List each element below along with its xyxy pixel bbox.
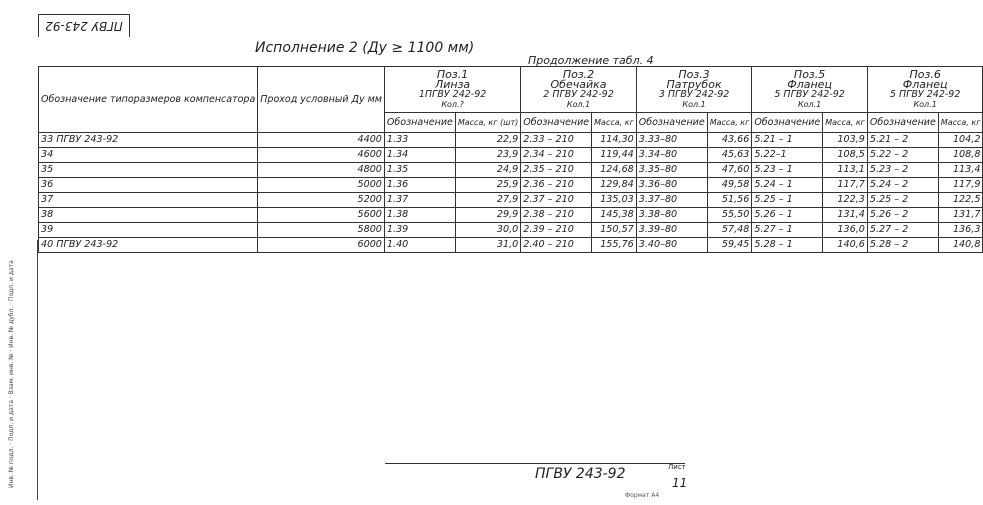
table-cell-p3: 3.39–80 — [636, 223, 707, 238]
subheader-oboz: Обозначение — [521, 113, 592, 133]
header-poz2: Поз.2 Обечайка 2 ПГВУ 242-92 Кол.1 — [521, 67, 637, 113]
table-cell-dn: 5800 — [258, 223, 385, 238]
table-cell-p5: 5.28 – 1 — [752, 238, 823, 253]
header-passage: Проход условный Ду мм — [258, 67, 385, 133]
table-cell-p5: 5.27 – 1 — [752, 223, 823, 238]
table-cell-p2: 2.40 – 210 — [521, 238, 592, 253]
table-cell-m1: 25,9 — [455, 178, 520, 193]
subheader-oboz: Обозначение — [752, 113, 823, 133]
table-cell-m6: 140,8 — [938, 238, 983, 253]
table-cell-d: 38 — [39, 208, 258, 223]
table-cell-dn: 5200 — [258, 193, 385, 208]
table-cell-m6: 117,9 — [938, 178, 983, 193]
table-row — [39, 178, 983, 193]
header-poz5: Поз.5 Фланец 5 ПГВУ 242-92 Кол.1 — [752, 67, 868, 113]
table-cell-m6: 104,2 — [938, 133, 983, 148]
table-row — [39, 208, 983, 223]
table-cell-d: 37 — [39, 193, 258, 208]
subheader-oboz: Обозначение — [636, 113, 707, 133]
table-cell-p6: 5.28 – 2 — [867, 238, 938, 253]
table-cell-p3: 3.34–80 — [636, 148, 707, 163]
table-cell-p3: 3.33–80 — [636, 133, 707, 148]
table-cell-m1: 27,9 — [455, 193, 520, 208]
table-cell-m2: 124,68 — [592, 163, 637, 178]
table-cell-m5: 108,5 — [823, 148, 868, 163]
table-cell-m6: 131,7 — [938, 208, 983, 223]
table-cell-m5: 122,3 — [823, 193, 868, 208]
format-label: Формат А4 — [625, 492, 660, 499]
subheader-mass: Масса, кг — [938, 113, 983, 133]
table-cell-p2: 2.38 – 210 — [521, 208, 592, 223]
header-poz3: Поз.3 Патрубок 3 ПГВУ 242-92 Кол.1 — [636, 67, 752, 113]
table-cell-dn: 6000 — [258, 238, 385, 253]
table-cell-m3: 59,45 — [707, 238, 752, 253]
table-cell-p5: 5.22–1 — [752, 148, 823, 163]
table-cell-m6: 122,5 — [938, 193, 983, 208]
table-row — [39, 238, 983, 253]
sheet-label: Лист — [668, 463, 686, 471]
table-cell-m2: 114,30 — [592, 133, 637, 148]
table-cell-m2: 150,57 — [592, 223, 637, 238]
table-cell-p6: 5.27 – 2 — [867, 223, 938, 238]
table-cell-m5: 117,7 — [823, 178, 868, 193]
table-cell-dn: 4600 — [258, 148, 385, 163]
table-cell-m2: 135,03 — [592, 193, 637, 208]
table-cell-p2: 2.34 – 210 — [521, 148, 592, 163]
table-cell-m3: 49,58 — [707, 178, 752, 193]
table-cell-m3: 51,56 — [707, 193, 752, 208]
table-cell-m2: 129,84 — [592, 178, 637, 193]
rotated-doc-code: ПГВУ 243-92 — [38, 14, 130, 37]
table-row — [39, 163, 983, 178]
table-cell-m3: 45,63 — [707, 148, 752, 163]
table-cell-dn: 5000 — [258, 178, 385, 193]
table-cell-d: 36 — [39, 178, 258, 193]
table-cell-m1: 31,0 — [455, 238, 520, 253]
table-cell-p1: 1.33 — [384, 133, 455, 148]
table-cell-m6: 108,8 — [938, 148, 983, 163]
table-cell-m3: 55,50 — [707, 208, 752, 223]
table-cell-p1: 1.38 — [384, 208, 455, 223]
table-cell-p5: 5.25 – 1 — [752, 193, 823, 208]
subheader-oboz: Обозначение — [384, 113, 455, 133]
table-cell-p6: 5.25 – 2 — [867, 193, 938, 208]
header-designation: Обозначение типоразмеров компенсатора — [39, 67, 258, 133]
table-row — [39, 133, 983, 148]
table-cell-p6: 5.24 – 2 — [867, 178, 938, 193]
header-poz6: Поз.6 Фланец 5 ПГВУ 242-92 Кол.1 — [867, 67, 983, 113]
table-cell-m3: 47,60 — [707, 163, 752, 178]
table-row — [39, 148, 983, 163]
page-title: Исполнение 2 (Ду ≥ 1100 мм) — [255, 40, 475, 56]
table-cell-d: 39 — [39, 223, 258, 238]
table-cell-m6: 113,4 — [938, 163, 983, 178]
side-stamp-strip: Инв. № подл. · Подп. и дата · Взам. инв. № · Инв. № дубл. · Подп. и дата — [0, 240, 38, 500]
table-cell-p3: 3.40–80 — [636, 238, 707, 253]
title-block-code: ПГВУ 243-92 — [535, 466, 626, 482]
table-cell-p3: 3.37–80 — [636, 193, 707, 208]
table-cell-p3: 3.36–80 — [636, 178, 707, 193]
table-cell-p2: 2.37 – 210 — [521, 193, 592, 208]
table-cell-m2: 119,44 — [592, 148, 637, 163]
table-cell-p1: 1.39 — [384, 223, 455, 238]
table-cell-dn: 4800 — [258, 163, 385, 178]
table-cell-m5: 136,0 — [823, 223, 868, 238]
table-cell-p6: 5.21 – 2 — [867, 133, 938, 148]
table-cell-m1: 23,9 — [455, 148, 520, 163]
table-cell-p5: 5.24 – 1 — [752, 178, 823, 193]
table-cell-p1: 1.34 — [384, 148, 455, 163]
table-cell-p1: 1.36 — [384, 178, 455, 193]
table-cell-m2: 145,38 — [592, 208, 637, 223]
table-cell-p2: 2.36 – 210 — [521, 178, 592, 193]
table-cell-p2: 2.39 – 210 — [521, 223, 592, 238]
table-cell-dn: 4400 — [258, 133, 385, 148]
table-cell-p2: 2.35 – 210 — [521, 163, 592, 178]
subheader-mass: Масса, кг (шт) — [455, 113, 520, 133]
table-cell-p1: 1.35 — [384, 163, 455, 178]
table-cell-d: 40 ПГВУ 243-92 — [39, 238, 258, 253]
header-poz1: Поз.1 Линза 1ПГВУ 242-92 Кол.? — [384, 67, 520, 113]
sheet-number: 11 — [672, 476, 688, 490]
table-cell-m3: 43,66 — [707, 133, 752, 148]
table-cell-m1: 29,9 — [455, 208, 520, 223]
table-cell-p6: 5.22 – 2 — [867, 148, 938, 163]
table-row — [39, 223, 983, 238]
table-cell-d: 33 ПГВУ 243-92 — [39, 133, 258, 148]
table-cell-m1: 30,0 — [455, 223, 520, 238]
table-cell-p5: 5.26 – 1 — [752, 208, 823, 223]
table-row — [39, 193, 983, 208]
table-cell-m6: 136,3 — [938, 223, 983, 238]
table-cell-m5: 140,6 — [823, 238, 868, 253]
table-cell-p3: 3.38–80 — [636, 208, 707, 223]
table-cell-m5: 113,1 — [823, 163, 868, 178]
table-cell-m1: 24,9 — [455, 163, 520, 178]
specification-table — [38, 66, 983, 253]
table-cell-p5: 5.23 – 1 — [752, 163, 823, 178]
subheader-oboz: Обозначение — [867, 113, 938, 133]
table-cell-dn: 5600 — [258, 208, 385, 223]
table-cell-p1: 1.37 — [384, 193, 455, 208]
table-cell-p2: 2.33 – 210 — [521, 133, 592, 148]
subheader-mass: Масса, кг — [707, 113, 752, 133]
table-cell-p6: 5.23 – 2 — [867, 163, 938, 178]
subheader-mass: Масса, кг — [823, 113, 868, 133]
table-cell-m5: 103,9 — [823, 133, 868, 148]
table-cell-p3: 3.35–80 — [636, 163, 707, 178]
table-cell-m3: 57,48 — [707, 223, 752, 238]
table-cell-m5: 131,4 — [823, 208, 868, 223]
table-cell-d: 35 — [39, 163, 258, 178]
table-cell-m2: 155,76 — [592, 238, 637, 253]
table-cell-m1: 22,9 — [455, 133, 520, 148]
table-cell-p1: 1.40 — [384, 238, 455, 253]
continuation-label: Продолжение табл. 4 — [528, 54, 654, 67]
table-cell-p6: 5.26 – 2 — [867, 208, 938, 223]
table-cell-p5: 5.21 – 1 — [752, 133, 823, 148]
table-cell-d: 34 — [39, 148, 258, 163]
subheader-mass: Масса, кг — [592, 113, 637, 133]
